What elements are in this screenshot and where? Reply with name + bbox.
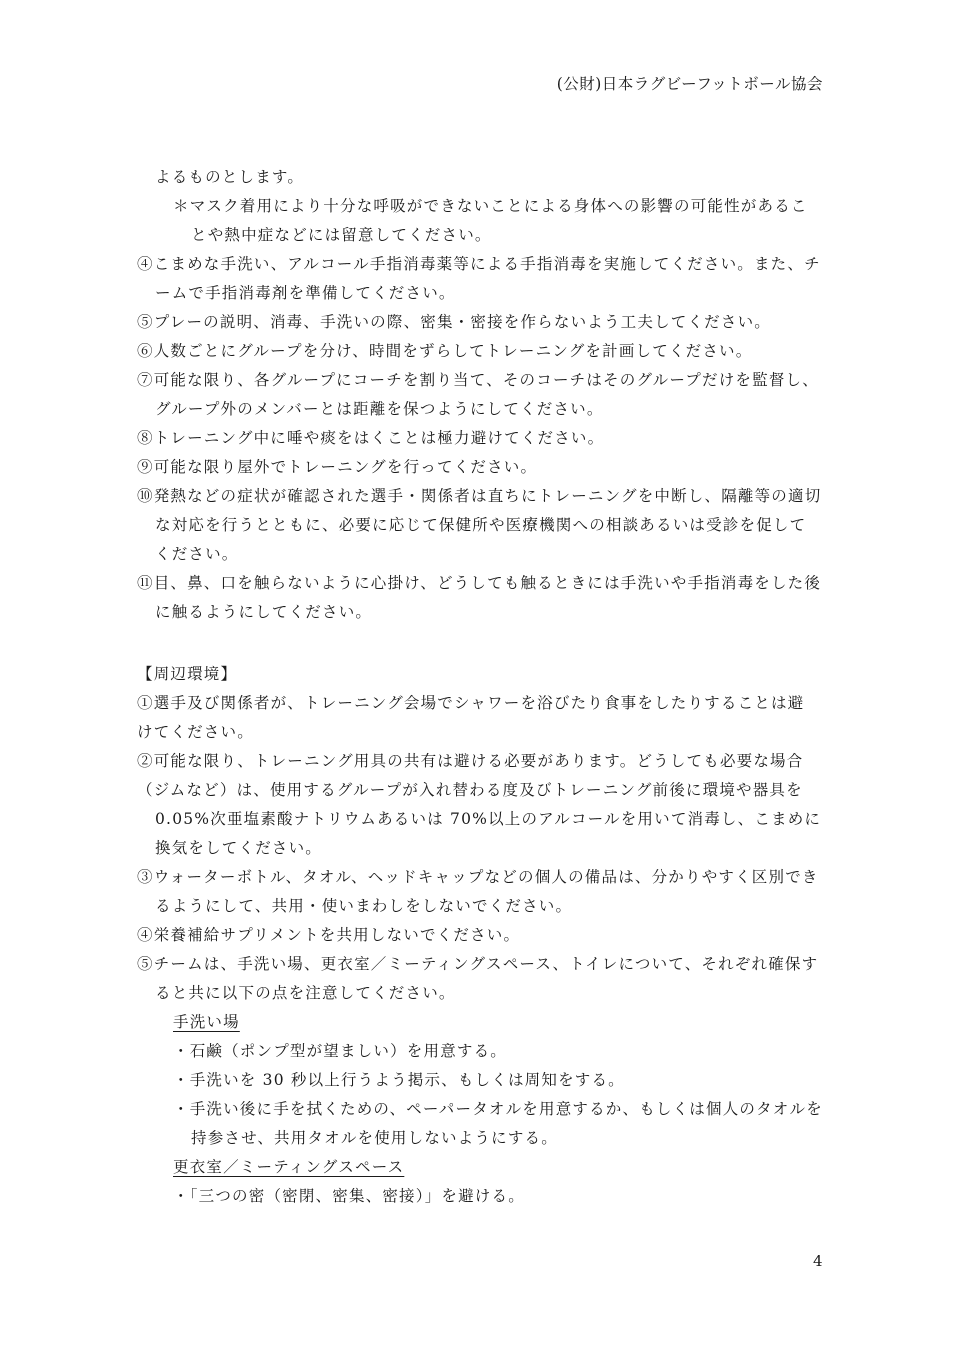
text-line [137,979,827,1008]
line-text: 換気をしてください。 [155,839,323,857]
text-line [137,1153,827,1182]
document-body [137,163,827,1211]
text-line [137,863,827,892]
text-line [137,892,827,921]
line-text: けてください。 [137,723,254,741]
subheading-text: 更衣室／ミーティングスペース [173,1158,405,1176]
text-line [137,163,827,192]
line-text: ⑩発熱などの症状が確認された選手・関係者は直ちにトレーニングを中断し、隔離等の適切 [137,487,822,505]
line-text: ⑥人数ごとにグループを分け、時間をずらしてトレーニングを計画してください。 [137,342,753,360]
text-line [137,308,827,337]
text-line [137,511,827,540]
line-text: ④栄養補給サプリメントを共用しないでください。 [137,926,521,944]
line-text: ③ウォーターボトル、タオル、ヘッドキャップなどの個人の備品は、分かりやすく区別でき [137,868,819,886]
line-text: 0.05%次亜塩素酸ナトリウムあるいは 70%以上のアルコールを用いて消毒し、こまめに [155,810,822,828]
text-line [137,805,827,834]
text-line [137,747,827,776]
subheading-text: 手洗い場 [173,1013,240,1031]
line-text: ⑧トレーニング中に唾や痰をはくことは極力避けてください。 [137,429,605,447]
line-text: 持参させ、共用タオルを使用しないようにする。 [191,1129,558,1147]
text-line [137,453,827,482]
line-text: ると共に以下の点を注意してください。 [155,984,456,1002]
text-line [137,192,827,221]
text-line [137,718,827,747]
text-line [137,569,827,598]
line-text: ームで手指消毒剤を準備してください。 [155,284,456,302]
text-line [137,598,827,627]
line-text: ⑤プレーの説明、消毒、手洗いの際、密集・密接を作らないよう工夫してください。 [137,313,771,331]
line-text: ・石鹸（ポンプ型が望ましい）を用意する。 [173,1042,508,1060]
section-spacer [137,627,827,660]
text-line [137,366,827,395]
organization-header: (公財)日本ラグビーフットボール協会 [556,75,823,93]
text-line [137,689,827,718]
line-text: ⑦可能な限り、各グループにコーチを割り当て、そのコーチはそのグループだけを監督し、 [137,371,819,389]
line-text: ・手洗いを 30 秒以上行うよう掲示、もしくは周知をする。 [173,1071,625,1089]
line-text: ④こまめな手洗い、アルコール手指消毒薬等による手指消毒を実施してください。また、チ [137,255,821,273]
line-text: ・手洗い後に手を拭くための、ペーパータオルを用意するか、もしくは個人のタオルを [173,1100,823,1118]
line-text: ⑤チームは、手洗い場、更衣室／ミーティングスペース、トイレについて、それぞれ確保す [137,955,819,973]
line-text: ②可能な限り、トレーニング用具の共有は避ける必要があります。どうしても必要な場合 [137,752,804,770]
text-line [137,1182,827,1211]
text-line [137,540,827,569]
text-line [137,337,827,366]
text-line [137,221,827,250]
text-line [137,834,827,863]
text-line [137,424,827,453]
line-text: ⑨可能な限り屋外でトレーニングを行ってください。 [137,458,538,476]
line-text: とや熱中症などには留意してください。 [191,226,492,244]
text-line [137,1095,827,1124]
line-text: ください。 [155,545,239,563]
line-text: ⑪目、鼻、口を触らないように心掛け、どうしても触るときには手洗いや手指消毒をした後 [137,574,822,592]
text-line [137,1124,827,1153]
line-text: （ジムなど）は、使用するグループが入れ替わる度及びトレーニング前後に環境や器具を [137,781,803,799]
surrounding-environment-section [137,660,827,1211]
line-text: ・「三つの密（密閉、密集、密接）」を避ける。 [173,1187,525,1205]
line-text: ①選手及び関係者が、トレーニング会場でシャワーを浴びたり食事をしたりすることは避 [137,694,805,712]
text-line [137,776,827,805]
text-line [137,1066,827,1095]
line-text: に触るようにしてください。 [155,603,373,621]
line-text: グループ外のメンバーとは距離を保つようにしてください。 [155,400,604,418]
text-line [137,660,827,689]
text-line [137,395,827,424]
line-text: 【周辺環境】 [137,665,238,683]
lines-before-section [137,163,827,627]
text-line [137,482,827,511]
text-line [137,279,827,308]
text-line [137,250,827,279]
line-text: な対応を行うとともに、必要に応じて保健所や医療機関への相談あるいは受診を促して [155,516,807,534]
line-text: るようにして、共用・使いまわしをしないでください。 [155,897,573,915]
text-line [137,950,827,979]
text-line [137,921,827,950]
page-number: 4 [813,1252,823,1270]
text-line [137,1008,827,1037]
line-text: よるものとします。 [155,168,305,186]
text-line [137,1037,827,1066]
line-text: ＊マスク着用により十分な呼吸ができないことによる身体への影響の可能性があるこ [173,197,808,215]
